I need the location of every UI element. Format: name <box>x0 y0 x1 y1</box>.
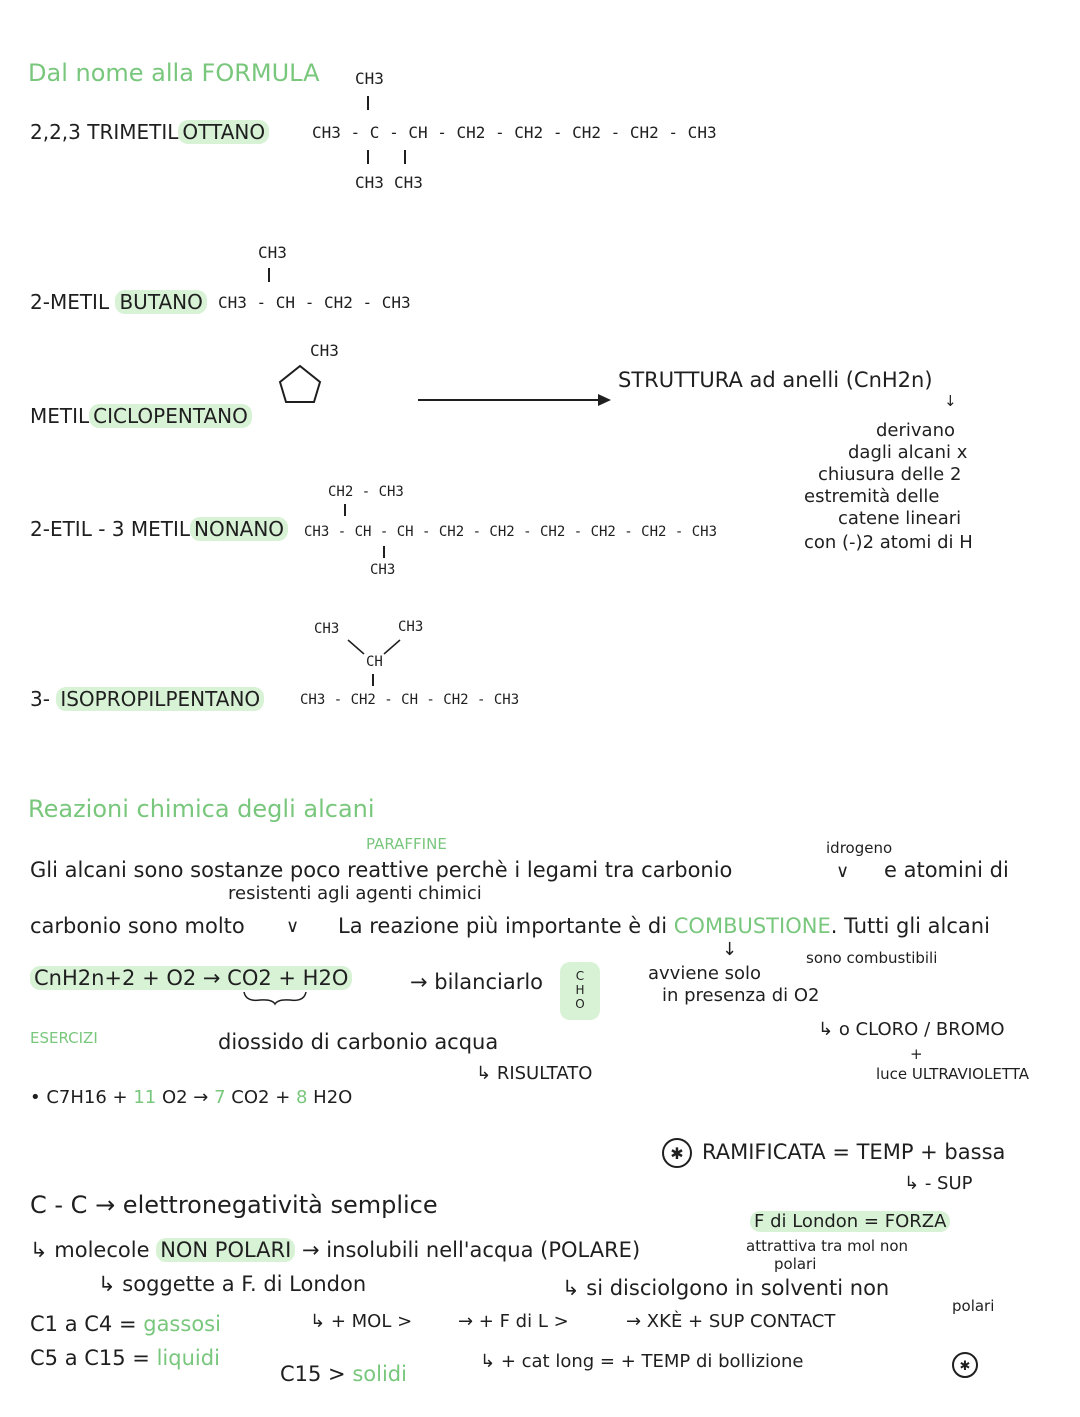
formula-3-top: CH3 <box>310 341 339 360</box>
section-title-reazioni: Reazioni chimica degli alcani <box>28 795 375 823</box>
formula-4-main: CH3 - CH - CH - CH2 - CH2 - CH2 - CH2 - CH2 - CH3 <box>304 524 718 540</box>
intro-check-1: ∨ <box>836 861 850 882</box>
formula-4-bond-down <box>383 546 385 558</box>
combustion-equation: CnH2n+2 + O2 → CO2 + H2O <box>30 966 352 990</box>
mol-line: ↳ + MOL > <box>310 1311 413 1332</box>
formula-2-top: CH3 <box>258 243 287 262</box>
formula-5-top-right: CH3 <box>398 619 424 635</box>
esercizi-label: ESERCIZI <box>30 1029 98 1047</box>
luce-ultravioletta: luce ULTRAVIOLETTA <box>876 1065 1029 1083</box>
ring-note-line-3: chiusura delle 2 <box>818 464 962 485</box>
sciolgono-polari: polari <box>952 1297 995 1315</box>
in-presenza: in presenza di O2 <box>662 985 820 1006</box>
formula-1-bond-down-a <box>367 150 369 164</box>
asterisk-circle-icon <box>660 1136 694 1170</box>
bilancio-brace-letters: C H O <box>560 962 600 1020</box>
exercise-equation: • C7H16 + 11 O2 → 7 CO2 + 8 H2O <box>30 1087 353 1108</box>
ramificata: RAMIFICATA = TEMP + bassa <box>702 1140 1006 1164</box>
formula-4-top: CH2 - CH3 <box>328 484 404 500</box>
equation-brace <box>242 990 308 1006</box>
cyclopentane-ring <box>276 360 336 430</box>
c5-c15: C5 a C15 = liquidi <box>30 1346 220 1370</box>
ring-note-arrow: ↓ <box>944 392 957 410</box>
soggette-line: ↳ soggette a F. di London <box>98 1272 367 1296</box>
label-idrogeno: idrogeno <box>826 839 893 857</box>
compound-name-3: METIL CICLOPENTANO <box>30 405 252 428</box>
fdl-line: → + F di L > <box>458 1311 569 1332</box>
formula-1-sub-b: CH3 <box>394 173 423 192</box>
formula-4-bond-up <box>344 504 346 516</box>
section-title-nome-formula: Dal nome alla FORMULA <box>28 59 320 87</box>
sono-combustibili: sono combustibili <box>806 949 938 967</box>
asterisk-circle-icon-2 <box>950 1350 980 1380</box>
avviene-solo: avviene solo <box>648 963 762 984</box>
formula-4-sub: CH3 <box>370 562 396 578</box>
intro-resistenti: resistenti agli agenti chimici <box>228 883 482 904</box>
cloro-bromo: ↳ o CLORO / BROMO <box>818 1019 1005 1040</box>
cc-line: C - C → elettronegatività semplice <box>30 1191 438 1219</box>
compound-name-4: 2-ETIL - 3 METIL NONANO <box>30 518 288 541</box>
formula-5-mid: CH <box>366 654 383 670</box>
intro-line-1-end: e atomini di <box>884 858 1009 882</box>
formula-2-main: CH3 - CH - CH2 - CH3 <box>218 293 411 312</box>
formula-2-bond <box>268 268 270 282</box>
compound-name-1: 2,2,3 TRIMETIL OTTANO <box>30 121 269 144</box>
arrow-to-ring-note <box>418 390 613 410</box>
intro-check-2: ∨ <box>286 916 300 937</box>
label-paraffine: PARAFFINE <box>366 835 447 853</box>
xke-line: → XKÈ + SUP CONTACT <box>626 1311 836 1332</box>
ring-note-line-5: catene lineari <box>838 508 962 529</box>
compound-name-2: 2-METIL BUTANO <box>30 291 207 314</box>
intro-line-1: Gli alcani sono sostanze poco reattive perchè i legami tra carbonio <box>30 858 733 882</box>
ramificata-sub: ↳ - SUP <box>904 1173 973 1194</box>
formula-5-top-left: CH3 <box>314 621 340 637</box>
formula-5-bond-down <box>372 674 374 686</box>
ring-note-line-6: con (-)2 atomi di H <box>804 532 973 553</box>
compound-name-5: 3- ISOPROPILPENTANO <box>30 688 264 711</box>
van-der-waals-3: polari <box>774 1255 817 1273</box>
plus-sign: + <box>910 1045 923 1063</box>
van-der-waals-2: attrattiva tra mol non <box>746 1237 909 1255</box>
cat-long-line: ↳ + cat long = + TEMP di bollizione <box>480 1351 804 1372</box>
c1-c4: C1 a C4 = gassosi <box>30 1312 221 1336</box>
formula-5-main: CH3 - CH2 - CH - CH2 - CH3 <box>300 692 520 708</box>
diossido-acqua: diossido di carbonio acqua <box>218 1030 499 1054</box>
molecole-line: ↳ molecole NON POLARI → insolubili nell'acqua (POLARE) <box>30 1238 641 1262</box>
formula-1-sub-a: CH3 <box>355 173 384 192</box>
ring-note-line-4: estremità delle <box>804 486 940 507</box>
formula-1-main: CH3 - C - CH - CH2 - CH2 - CH2 - CH2 - CH3 <box>312 123 717 142</box>
combustione-arrow: ↓ <box>722 939 738 960</box>
ring-note-heading: STRUTTURA ad anelli (CnH2n) <box>618 368 933 392</box>
c15-solidi: C15 > solidi <box>280 1362 407 1386</box>
svg-text:✱: ✱ <box>670 1144 684 1163</box>
risultato: ↳ RISULTATO <box>476 1063 593 1084</box>
intro-line-2-start: carbonio sono molto <box>30 914 245 938</box>
ring-note-line-1: derivano <box>876 420 956 441</box>
ring-note-line-2: dagli alcani x <box>848 442 968 463</box>
formula-1-bond-down-b <box>404 150 406 164</box>
sciolgono-line: ↳ si disciolgono in solventi non <box>562 1276 890 1300</box>
svg-text:✱: ✱ <box>959 1359 971 1374</box>
van-der-waals-1: F di London = FORZA <box>750 1212 950 1233</box>
formula-1-bond-up <box>367 96 369 110</box>
intro-line-2: La reazione più importante è di COMBUSTIONE. Tutti gli alcani <box>338 914 990 938</box>
bilanciarlo: → bilanciarlo <box>410 970 544 994</box>
formula-1-top: CH3 <box>355 69 384 88</box>
